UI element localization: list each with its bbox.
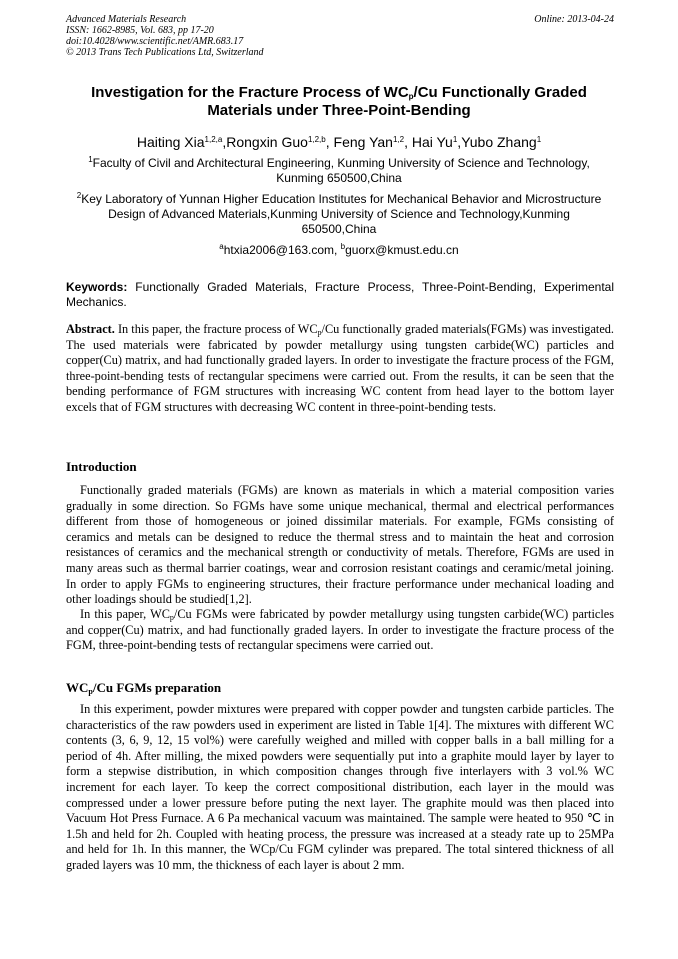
introduction-heading: Introduction [66, 459, 137, 474]
online-date: Online: 2013-04-24 [534, 14, 614, 25]
preparation-paragraph: In this experiment, powder mixtures were prepared with copper powder and tungsten carbide particles. The characteristics of the raw powders used in experiment are listed in Table 1[4]. The mixtures with different WC contents (3, 6, 9, 12, 15 vol%) were carefully weighed and milled with copper balls in a ball milling for a period of 4h. After milling, the mixed powders were sequentially put into a graphite mould layer by layer to form a stepwise distribution, in which composition changes through five interlayers with 3 vol.% WC increment for each layer. To keep the correct compositional distribution, each layer in the mould was compressed under a lower pressure before puting the next layer. The graphite mould was then placed into Vacuum Hot Press Furnace. A 6 Pa mechanical vacuum was maintained. The sample were heated to 950 ℃ in 1.5h and held for 2h. Coupled with heating process, the pressure was increased at a steady rate up to 25MPa and held for 1h. In this manner, the WCp/Cu FGM cylinder was prepared. The total sintered thickness of all graded layers was 10 mm, the thickness of each layer is about 2 mm. [66, 702, 614, 872]
email-b[interactable]: guorx@kmust.edu.cn [345, 243, 459, 257]
abstract-label: Abstract. [66, 322, 115, 336]
journal-name: Advanced Materials Research [66, 14, 187, 25]
intro-paragraph-1: Functionally graded materials (FGMs) are known as materials in which a material composition varies gradually in some direction. So FGMs have some unique mechanical, thermal and electrical performances different from those of homogeneous or joined dissimilar materials. For example, FGMs consisting of ceramics and metals can be designed to reduce the thermal stress and to maintain the heat and corrosion resistances of ceramics and the mechanical strength or conductivity of metals. Therefore, FGMs are used in many areas such as thermal barrier coatings, wear and corrosion resistant coatings and ceramic/metal joining. In order to apply FGMs to engineering structures, their fracture performance under mechanical loading and other loadings should be studied[1,2]. [66, 483, 614, 607]
intro-paragraph-2: In this paper, $WC_p/Cu$ FGMs were fabricated by powder metallurgy using tungsten carbide(WC) particles and copper(Cu) matrix, and had functionally graded layers. In order to investigate the fracture process of the FGM, three-point-bending tests of rectangular specimens were carried out. [66, 607, 614, 653]
doi-line[interactable]: doi:10.4028/www.scientific.net/AMR.683.17 [66, 36, 244, 47]
author: Haiting Xia$^{1,2,a}$, [136, 134, 227, 150]
affiliation-1: $^1$Faculty of Civil and Architectural Engineering, Kunming University of Science and Technology, Kunming 650500,China [88, 155, 590, 185]
copyright-line: © 2013 Trans Tech Publications Ltd, Switzerland [66, 47, 264, 58]
keywords-label: Keywords: [66, 280, 128, 294]
affiliation-2: $^2$Key Laboratory of Yunnan Higher Education Institutes for Mechanical Behavior and Microstructure Design of Advanced Materials,Kunming University of Science and Technology,Kunming 650500,China [76, 191, 602, 236]
author: Rongxin Guo$^{1,2,b}$, [226, 134, 334, 150]
paper-title: Investigation for the Fracture Process of $WC_p/Cu$ Functionally Graded Materials under Three-Point-Bending [91, 84, 587, 119]
author: Feng Yan$^{1,2}$, [333, 134, 412, 150]
abstract: Abstract. In this paper, the fracture process of $WC_p/Cu$ functionally graded materials(FGMs) was investigated. The used materials were fabricated by powder metallurgy using tungsten carbide(WC) particles and copper(Cu) matrix, and had functionally graded layers. In order to investigate the fracture process of the FGM, three-point-bending tests of rectangular specimens were carried out. From the results, it can be seen that the bending performance of FGM structures with increasing WC content from head layer to the bottom layer excels that of FGM structures with decreasing WC content in three-point-bending tests. [66, 322, 615, 414]
journal-header [66, 14, 264, 58]
author: Yubo Zhang$^1$ [461, 134, 542, 150]
author-emails: $^a$htxia2006@163.com, $^b$guorx@kmust.edu.cn [219, 242, 459, 257]
author-list [0, 134, 678, 150]
issn-line: ISSN: 1662-8985, Vol. 683, pp 17-20 [66, 25, 214, 36]
keywords: Keywords: Functionally Graded Materials, Fracture Process, Three-Point-Bending, Experimental Mechanics. [66, 280, 614, 309]
preparation-heading: $WC_p/Cu$ FGMs preparation [66, 680, 222, 696]
author: Hai Yu$^1$, [411, 134, 462, 150]
email-a[interactable]: htxia2006@163.com, [223, 243, 341, 257]
